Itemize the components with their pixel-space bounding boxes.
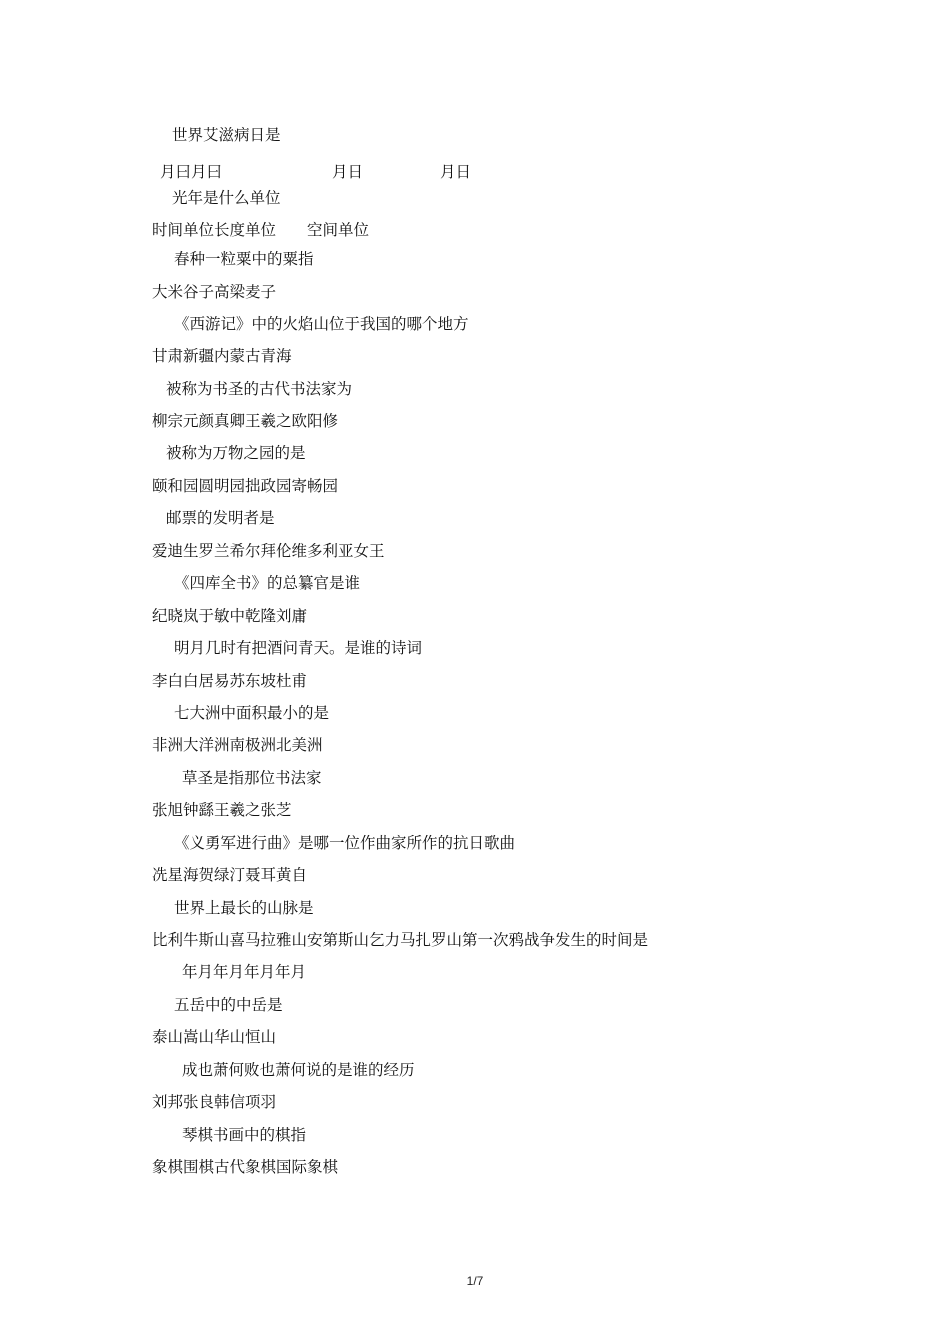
question-line: 春种一粒粟中的粟指	[174, 250, 314, 268]
question-line: 琴棋书画中的棋指	[182, 1126, 307, 1144]
question-line: 世界艾滋病日是	[172, 126, 281, 144]
answer-line: 比利牛斯山喜马拉雅山安第斯山乞力马扎罗山第一次鸦战争发生的时间是	[152, 931, 649, 949]
question-line: 被称为万物之园的是	[166, 444, 306, 462]
answer-option: 月日	[440, 163, 472, 181]
answer-line: 刘邦张良韩信项羽	[152, 1093, 277, 1111]
question-line: 七大洲中面积最小的是	[174, 704, 330, 722]
answer-line: 大米谷子高梁麦子	[152, 283, 277, 301]
answer-line: 象棋围棋古代象棋国际象棋	[152, 1158, 339, 1176]
answer-line: 李白白居易苏东坡杜甫	[152, 672, 308, 690]
question-line: 《义勇军进行曲》是哪一位作曲家所作的抗日歌曲	[174, 834, 516, 852]
answer-options-row: 月曰月曰	[160, 163, 223, 181]
answer-line: 年月年月年月年月	[182, 963, 307, 981]
question-line: 明月几时有把酒问青天。是谁的诗词	[174, 639, 423, 657]
answer-line: 爱迪生罗兰希尔拜伦维多利亚女王	[152, 542, 385, 560]
answer-line: 时间单位长度单位 空间单位	[152, 221, 370, 239]
answer-line: 张旭钟繇王羲之张芝	[152, 801, 292, 819]
question-line: 五岳中的中岳是	[174, 996, 283, 1014]
answer-line: 柳宗元颜真卿王羲之欧阳修	[152, 412, 339, 430]
question-line: 世界上最长的山脉是	[174, 899, 314, 917]
answer-line: 甘肃新疆内蒙古青海	[152, 347, 292, 365]
answer-line: 纪晓岚于敏中乾隆刘庸	[152, 607, 308, 625]
question-line: 草圣是指那位书法家	[182, 769, 322, 787]
answer-line: 非洲大洋洲南极洲北美洲	[152, 736, 323, 754]
question-line: 成也萧何败也萧何说的是谁的经历	[182, 1061, 415, 1079]
question-line: 《西游记》中的火焰山位于我国的哪个地方	[174, 315, 469, 333]
answer-line: 泰山嵩山华山恒山	[152, 1028, 277, 1046]
page-number: 1/7	[466, 1274, 484, 1288]
question-line: 被称为书圣的古代书法家为	[166, 380, 353, 398]
answer-line: 冼星海贺绿汀聂耳黄自	[152, 866, 308, 884]
answer-option: 月日	[332, 163, 364, 181]
question-line: 邮票的发明者是	[166, 509, 275, 527]
question-line: 光年是什么单位	[172, 189, 281, 207]
question-line: 《四库全书》的总纂官是谁	[174, 574, 361, 592]
answer-line: 颐和园圆明园拙政园寄畅园	[152, 477, 339, 495]
